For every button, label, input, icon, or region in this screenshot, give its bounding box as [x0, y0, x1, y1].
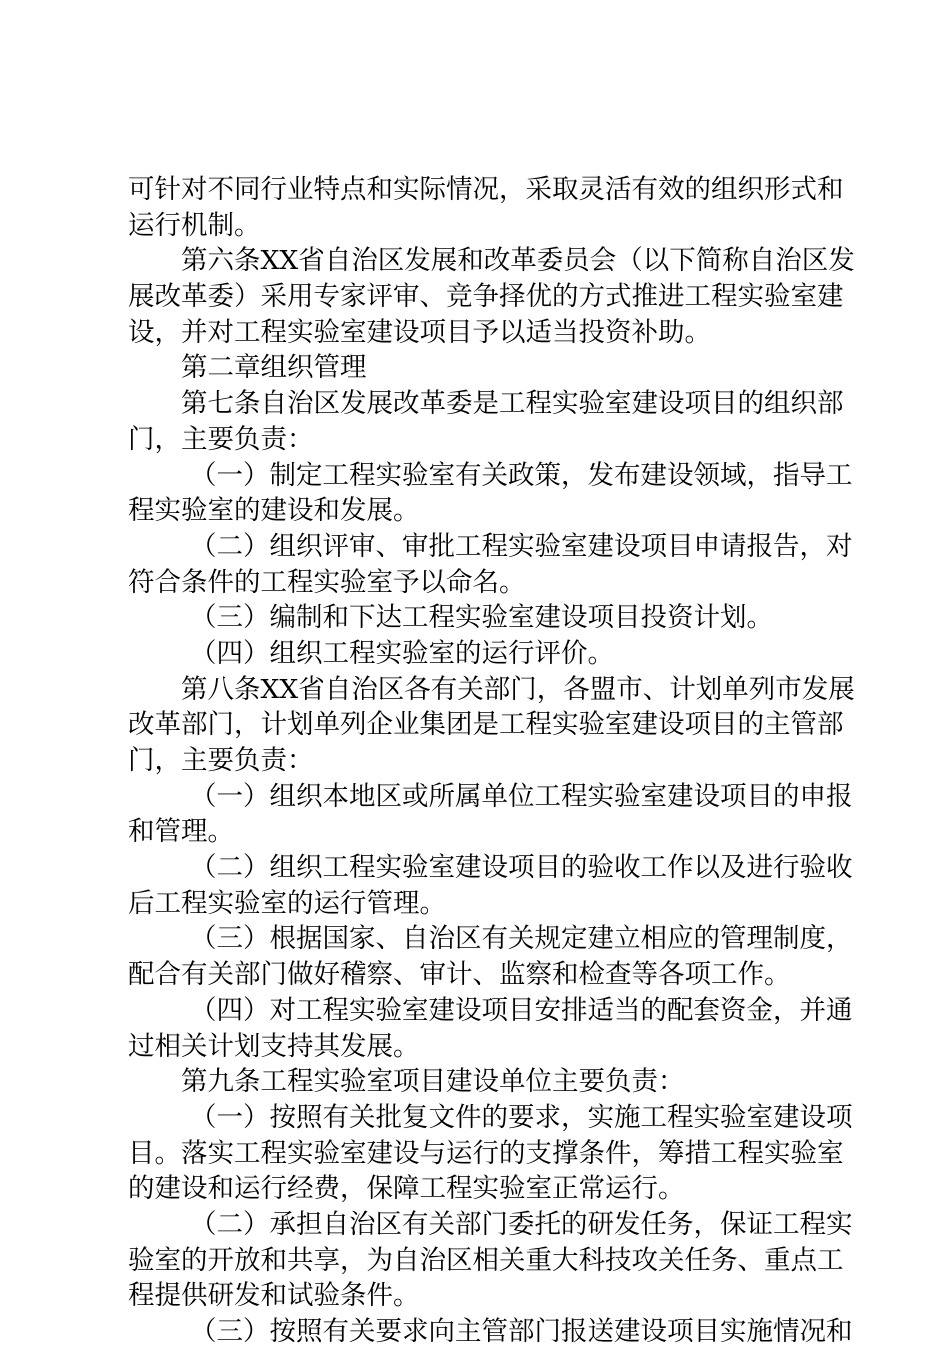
text-line: （二）组织评审、审批工程实验室建设项目申请报告，对 [190, 530, 853, 562]
text-line: （三）编制和下达工程实验室建设项目投资计划。 [190, 602, 773, 634]
text-line: 和管理。 [128, 816, 234, 848]
text-line: 展改革委）采用专家评审、竞争择优的方式推进工程实验室建 [128, 281, 844, 313]
text-line: 门，主要负责： [128, 423, 314, 455]
text-line: 设，并对工程实验室建设项目予以适当投资补助。 [128, 316, 711, 348]
text-line: 第二章组织管理 [181, 352, 367, 384]
text-line: （三）根据国家、自治区有关规定建立相应的管理制度， [190, 923, 853, 955]
text-line: 改革部门，计划单列企业集团是工程实验室建设项目的主管部 [128, 709, 844, 741]
text-line: 可针对不同行业特点和实际情况，采取灵活有效的组织形式和 [128, 174, 844, 205]
text-line: 验室的开放和共享，为自治区相关重大科技攻关任务、重点工 [128, 1244, 844, 1276]
document-page [128, 172, 855, 1350]
text-line: （一）按照有关批复文件的要求，实施工程实验室建设项 [190, 1101, 853, 1133]
text-line: （二）承担自治区有关部门委托的研发任务，保证工程实 [190, 1208, 853, 1240]
text-line: 配合有关部门做好稽察、审计、监察和检查等各项工作。 [128, 959, 791, 991]
text-line: 目。落实工程实验室建设与运行的支撑条件，筹措工程实验室 [128, 1137, 844, 1169]
text-line: 的建设和运行经费，保障工程实验室正常运行。 [128, 1173, 685, 1205]
text-line: 程实验室的建设和发展。 [128, 495, 420, 527]
text-line: 第九条工程实验室项目建设单位主要负责： [181, 1066, 685, 1098]
text-line: （二）组织工程实验室建设项目的验收工作以及进行验收 [190, 852, 853, 884]
text-line: 后工程实验室的运行管理。 [128, 887, 446, 919]
text-line: 第七条自治区发展改革委是工程实验室建设项目的组织部 [181, 388, 844, 420]
text-line: （四）组织工程实验室的运行评价。 [190, 637, 614, 669]
text-line: 程提供研发和试验条件。 [128, 1280, 420, 1312]
text-line: 门，主要负责： [128, 745, 314, 776]
text-line: （一）制定工程实验室有关政策，发布建设领域，指导工 [190, 459, 853, 491]
text-line: 运行机制。 [128, 209, 261, 241]
text-line: 符合条件的工程实验室予以命名。 [128, 566, 526, 598]
text-line: 过相关计划支持其发展。 [128, 1030, 420, 1062]
text-line: （一）组织本地区或所属单位工程实验室建设项目的申报 [190, 780, 853, 812]
text-line: 第六条XX省自治区发展和改革委员会（以下简称自治区发 [181, 245, 855, 277]
text-line: 第八条XX省自治区各有关部门，各盟市、计划单列市发展 [181, 673, 855, 705]
text-line: （三）按照有关要求向主管部门报送建设项目实施情况和 [190, 1316, 853, 1347]
text-line: （四）对工程实验室建设项目安排适当的配套资金，并通 [190, 994, 853, 1026]
